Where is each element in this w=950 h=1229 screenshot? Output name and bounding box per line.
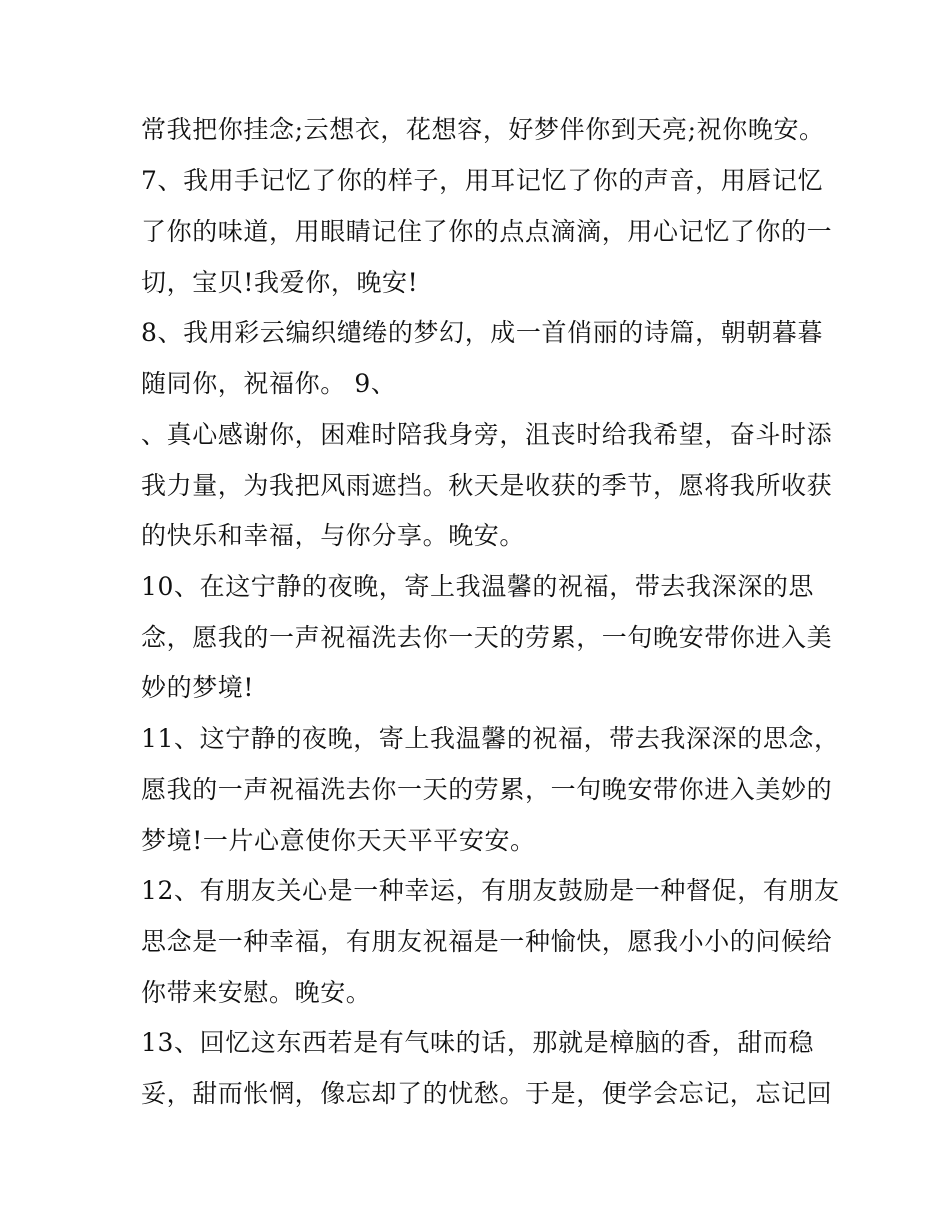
text-line: 我力量，为我把风雨遮挡。秋天是收获的季节，愿将我所收获 <box>141 471 833 500</box>
text-line: 随同你，祝福你。 9、 <box>141 369 397 398</box>
text-line: 13、回忆这东西若是有气味的话，那就是樟脑的香，甜而稳 <box>141 1028 815 1057</box>
text-line: 、真心感谢你，困难时陪我身旁，沮丧时给我希望，奋斗时添 <box>141 420 833 449</box>
text-line: 10、在这宁静的夜晚，寄上我温馨的祝福，带去我深深的思 <box>141 572 815 601</box>
text-line: 的快乐和幸福，与你分享。晚安。 <box>141 521 526 550</box>
text-line: 妙的梦境! <box>141 673 255 702</box>
text-line: 8、我用彩云编织缱绻的梦幻，成一首俏丽的诗篇，朝朝暮暮 <box>141 318 824 347</box>
text-line: 愿我的一声祝福洗去你一天的劳累，一句晚安带你进入美妙的 <box>141 775 833 804</box>
text-line: 念，愿我的一声祝福洗去你一天的劳累，一句晚安带你进入美 <box>141 623 833 652</box>
text-line: 常我把你挂念;云想衣，花想容，好梦伴你到天亮;祝你晚安。 <box>141 115 825 144</box>
text-line: 思念是一种幸福，有朋友祝福是一种愉快，愿我小小的问候给 <box>141 927 833 956</box>
text-line: 妥，甜而怅惘，像忘却了的忧愁。于是，便学会忘记，忘记回 <box>141 1079 833 1108</box>
text-line: 11、这宁静的夜晚，寄上我温馨的祝福，带去我深深的思念， <box>141 724 840 753</box>
text-line: 切，宝贝!我爱你，晚安! <box>141 268 419 297</box>
text-line: 了你的味道，用眼睛记住了你的点点滴滴，用心记忆了你的一 <box>141 217 833 246</box>
text-line: 梦境!一片心意使你天天平平安安。 <box>141 826 536 855</box>
text-line: 7、我用手记忆了你的样子，用耳记忆了你的声音，用唇记忆 <box>141 166 824 195</box>
text-line: 12、有朋友关心是一种幸运，有朋友鼓励是一种督促，有朋友 <box>141 876 840 905</box>
text-line: 你带来安慰。晚安。 <box>141 978 372 1007</box>
